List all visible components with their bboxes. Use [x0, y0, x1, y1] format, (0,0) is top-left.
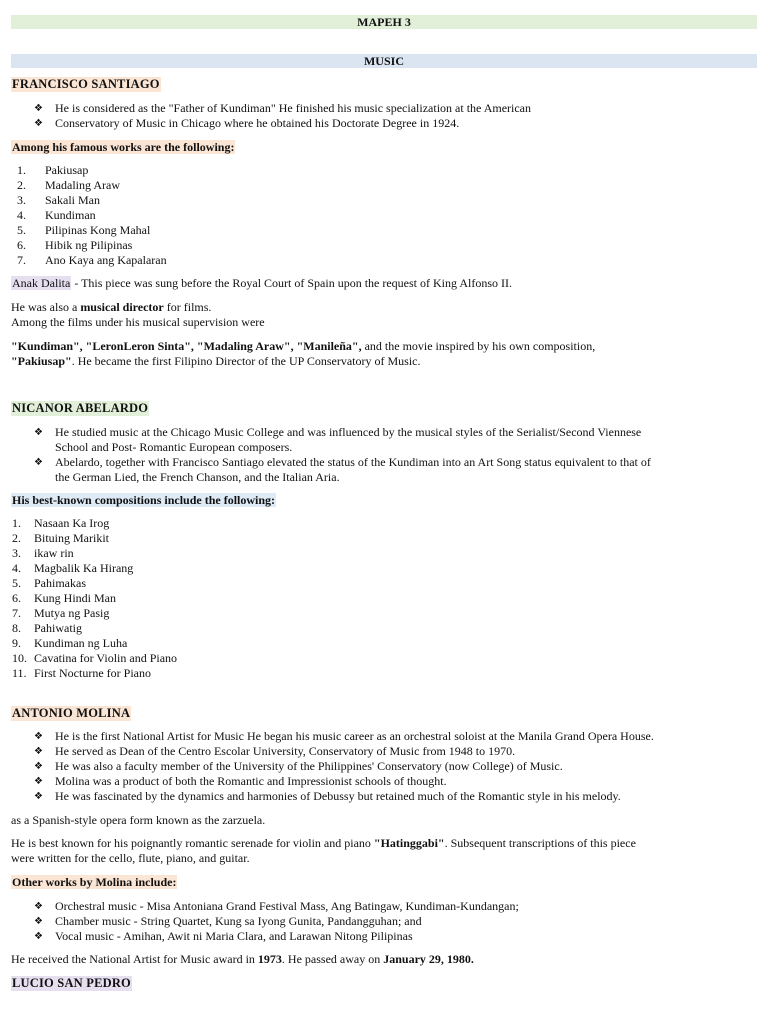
list-item-text: Bituing Marikit: [34, 531, 109, 545]
list-item: [11, 208, 757, 223]
list-item: [11, 576, 757, 591]
list-item-text: Kundiman ng Luha: [34, 636, 128, 650]
list-number: 1.: [12, 516, 21, 530]
list-number: 7.: [17, 253, 26, 267]
list-item: [11, 666, 757, 681]
section-heading-san-pedro: LUCIO SAN PEDRO: [12, 976, 131, 990]
list-item: [11, 253, 757, 268]
list-item: [11, 606, 757, 621]
diamond-bullet-icon: ❖: [34, 791, 43, 802]
list-item-text: Mutya ng Pasig: [34, 606, 110, 620]
award-paragraph: He received the National Artist for Music award in 1973. He passed away on January 29, 1980.: [11, 952, 474, 966]
diamond-bullet-icon: ❖: [34, 901, 43, 912]
list-item: [11, 178, 757, 193]
list-item-text: Ano Kaya ang Kapalaran: [45, 253, 167, 267]
list-item: ❖ Vocal music - Amihan, Awit ni Maria Clara, and Larawan Nitong Pilipinas: [34, 929, 413, 943]
anak-dalita-title: Anak Dalita: [12, 276, 71, 290]
list-item: ❖ He studied music at the Chicago Music College and was influenced by the musical styles of the Serialist/Second Viennese School and Post- Romantic European composers.: [34, 425, 642, 454]
list-number: 9.: [12, 636, 21, 650]
diamond-bullet-icon: ❖: [34, 931, 43, 942]
list-item-text: Cavatina for Violin and Piano: [34, 651, 178, 665]
list-number: 6.: [12, 591, 21, 605]
list-number: 4.: [17, 208, 26, 222]
list-item-text: Nasaan Ka Irog: [34, 516, 110, 530]
section-heading-molina: ANTONIO MOLINA: [12, 706, 131, 720]
list-number: 3.: [17, 193, 26, 207]
diamond-bullet-icon: ❖: [34, 118, 43, 129]
diamond-bullet-icon: ❖: [34, 103, 43, 114]
director-paragraph: He was also a musical director for films. Among the films under his musical supervision were: [11, 300, 265, 329]
list-number: 2.: [12, 531, 21, 545]
list-number: 5.: [17, 223, 26, 237]
diamond-bullet-icon: ❖: [34, 916, 43, 927]
list-number: 7.: [12, 606, 21, 620]
serenade-paragraph: He is best known for his poignantly romantic serenade for violin and piano "Hatinggabi". Subsequent transcriptions of this piece were written for the cello, flute, piano, and guitar.: [11, 836, 636, 865]
molina-bullets: [11, 729, 768, 804]
list-number: 10.: [12, 651, 27, 665]
list-item-text: Kundiman: [45, 208, 96, 222]
list-item: ❖ He was also a faculty member of the University of the Philippines' Conservatory (now College) of Music.: [34, 759, 563, 773]
list-item-text: Pilipinas Kong Mahal: [45, 223, 151, 237]
list-item-text: Pahiwatig: [34, 621, 82, 635]
zarzuela-paragraph: as a Spanish-style opera form known as the zarzuela.: [11, 813, 266, 827]
list-item: ❖ Abelardo, together with Francisco Santiago elevated the status of the Kundiman into an Art Song status equivalent to that of the German Lied, the French Chanson, and the Italian Aria.: [34, 455, 651, 484]
list-item-text: Madaling Araw: [45, 178, 120, 192]
section-heading-abelardo: NICANOR ABELARDO: [12, 401, 149, 415]
list-item: ❖ Conservatory of Music in Chicago where he obtained his Doctorate Degree in 1924.: [34, 116, 460, 130]
list-number: 4.: [12, 561, 21, 575]
molina-other-works: [11, 899, 768, 944]
list-item: ❖ He is the first National Artist for Music He began his music career as an orchestral soloist at the Manila Grand Opera House.: [34, 729, 654, 743]
list-item: ❖ Chamber music - String Quartet, Kung sa Iyong Gunita, Pandangguhan; and: [34, 914, 422, 928]
subject-heading: MUSIC: [11, 54, 757, 68]
list-item-text: Sakali Man: [45, 193, 100, 207]
santiago-works-list: [11, 163, 757, 268]
section-heading-santiago: FRANCISCO SANTIAGO: [12, 77, 160, 91]
list-item: [11, 516, 757, 531]
list-number: 1.: [17, 163, 26, 177]
diamond-bullet-icon: ❖: [34, 427, 43, 438]
list-item: ❖ Molina was a product of both the Romantic and Impressionist schools of thought.: [34, 774, 447, 788]
anak-dalita-paragraph: Anak Dalita - This piece was sung before the Royal Court of Spain upon the request of King Alfonso II.: [12, 276, 513, 290]
list-item: [11, 651, 757, 666]
molina-other-works-heading: Other works by Molina include:: [12, 875, 177, 889]
diamond-bullet-icon: ❖: [34, 731, 43, 742]
santiago-bullets: [11, 101, 768, 131]
list-number: 6.: [17, 238, 26, 252]
list-item: ❖ Orchestral music - Misa Antoniana Grand Festival Mass, Ang Batingaw, Kundiman-Kundangan;: [34, 899, 519, 913]
list-item: [11, 223, 757, 238]
list-item: [11, 621, 757, 636]
list-item-text: Pahimakas: [34, 576, 86, 590]
abelardo-works-heading: His best-known compositions include the following:: [12, 493, 276, 507]
diamond-bullet-icon: ❖: [34, 457, 43, 468]
list-item: [11, 591, 757, 606]
list-item: ❖ He was fascinated by the dynamics and harmonies of Debussy but retained much of the Romantic style in his melody.: [34, 789, 621, 803]
list-item-text: ikaw rin: [34, 546, 74, 560]
diamond-bullet-icon: ❖: [34, 776, 43, 787]
abelardo-bullets: [11, 425, 768, 485]
list-item-text: Hibik ng Pilipinas: [45, 238, 133, 252]
list-item: ❖ He served as Dean of the Centro Escolar University, Conservatory of Music from 1948 to 1970.: [34, 744, 516, 758]
list-item-text: First Nocturne for Piano: [34, 666, 151, 680]
list-item: [11, 531, 757, 546]
document-title: MAPEH 3: [11, 15, 757, 29]
list-item: [11, 546, 757, 561]
list-number: 3.: [12, 546, 21, 560]
abelardo-works-list: [11, 516, 757, 681]
list-item: [11, 561, 757, 576]
diamond-bullet-icon: ❖: [34, 761, 43, 772]
list-item-text: Kung Hindi Man: [34, 591, 116, 605]
films-paragraph: "Kundiman", "LeronLeron Sinta", "Madaling Araw", "Manileña", and the movie inspired by his own composition, "Pakiusap". He became the first Filipino Director of the UP Conservatory of Music.: [11, 339, 596, 368]
list-item: [11, 163, 757, 178]
list-item: ❖ He is considered as the "Father of Kundiman" He finished his music specialization at the American: [34, 101, 531, 115]
list-item-text: Magbalik Ka Hirang: [34, 561, 134, 575]
list-number: 8.: [12, 621, 21, 635]
list-item: [11, 636, 757, 651]
list-number: 5.: [12, 576, 21, 590]
list-item: [11, 238, 757, 253]
list-number: 11.: [12, 666, 27, 680]
diamond-bullet-icon: ❖: [34, 746, 43, 757]
list-item-text: Pakiusap: [45, 163, 89, 177]
list-item: [11, 193, 757, 208]
list-number: 2.: [17, 178, 26, 192]
santiago-works-heading: Among his famous works are the following:: [12, 140, 235, 154]
